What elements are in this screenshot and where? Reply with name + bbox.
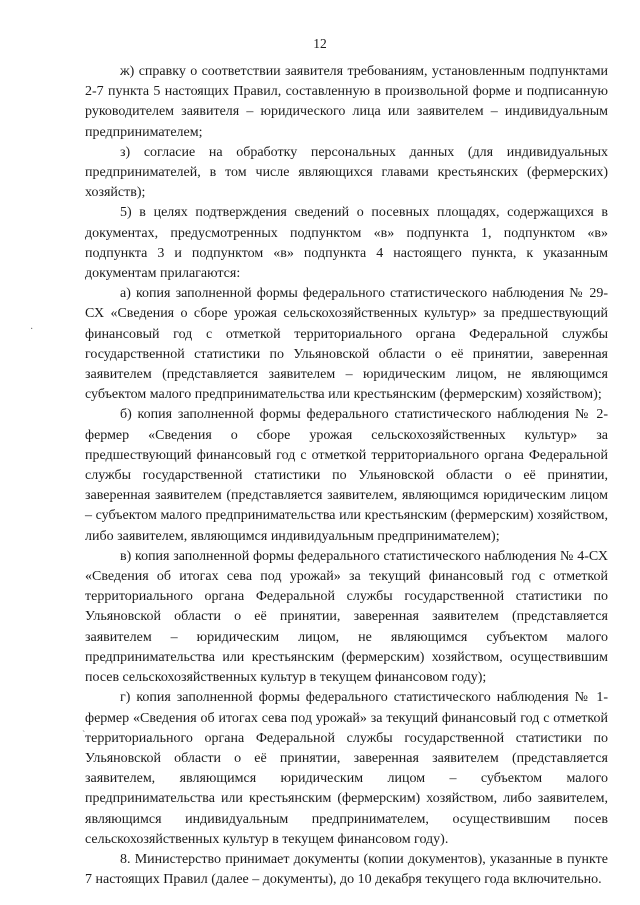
paragraph-z-personal-data-consent: з) согласие на обработку персональных данных (для индивидуальных предпринимателей, в том числе являющихся главами крестьянских (фермерских) хозяйств); — [85, 144, 608, 201]
scan-speck: · — [30, 324, 34, 335]
scan-speck: ` — [82, 730, 86, 741]
paragraph-g-form-1-fermer: г) копия заполненной формы федерального статистического наблюдения № 1-фермер «Сведения об итогах сева под урожай» за текущий финансовый год с отметкой территориального органа Федеральной службы государственной статистики по Ульяновской области о её принятии, заверенная заявителем (представляется заявителем, являющимся юридическим лицом – субъектом малого предпринимательства или крестьянским (фермерским) хозяйством, либо заявителем, являющимся индивидуальным предпринимателем, осуществившим посев сельскохозяйственных культур в текущем финансовом году). — [85, 690, 608, 847]
paragraph-5-sown-area-confirmation: 5) в целях подтверждения сведений о посевных площадях, содержащихся в документах, предусмотренных подпунктом «в» подпункта 1, подпунктом «в» подпункта 3 и подпунктом «в» подпункта 4 настоящего пункта, к указанным документам прилагаются: — [85, 205, 608, 282]
paragraph-zh-compliance-certificate: ж) справку о соответствии заявителя требованиям, установленным подпунктами 2-7 пункта 5 настоящих Правил, составленную в произвольной форме и подписанную руководителем заявителя – юридического лица или заявителем – индивидуальным предпринимателем; — [85, 64, 608, 140]
paragraph-a-form-29-sh: а) копия заполненной формы федерального статистического наблюдения № 29-СХ «Сведения о сборе урожая сельскохозяйственных культур» за предшествующий финансовый год с отметкой территориального органа Федеральной службы государственной статистики по Ульяновской области о её принятии, заверенная заявителем (представляется заявителем – юридическим лицом, не являющимся субъектом малого предпринимательства или крестьянским (фермерским) хозяйством); — [85, 286, 608, 403]
paragraph-b-form-2-fermer: б) копия заполненной формы федерального статистического наблюдения № 2-фермер «Сведения о сборе урожая сельскохозяйственных культур» за предшествующий финансовый год с отметкой территориального органа Федеральной службы государственной статистики по Ульяновской области о её принятии, заверенная заявителем (представляется заявителем, являющимся юридическим лицом – субъектом малого предпринимательства или крестьянским (фермерским) хозяйством, либо заявителем, являющимся индивидуальным предпринимателем); — [85, 407, 608, 544]
paragraph-v-form-4-sh: в) копия заполненной формы федерального статистического наблюдения № 4-СХ «Сведения об итогах сева под урожай» за текущий финансовый год с отметкой территориального органа Федеральной службы государственной статистики по Ульяновской области о её принятии, заверенная заявителем (представляется заявителем – юридическим лицом, не являющимся субъектом малого предпринимательства или крестьянским (фермерским) хозяйством, осуществившим посев сельскохозяйственных культур в текущем финансовом году); — [85, 548, 608, 686]
page-number: 12 — [313, 36, 327, 51]
document-body — [85, 62, 608, 890]
paragraph-8-document-deadline: 8. Министерство принимает документы (копии документов), указанные в пункте 7 настоящих Правил (далее – документы), до 10 декабря текущего года включительно. — [85, 851, 608, 888]
